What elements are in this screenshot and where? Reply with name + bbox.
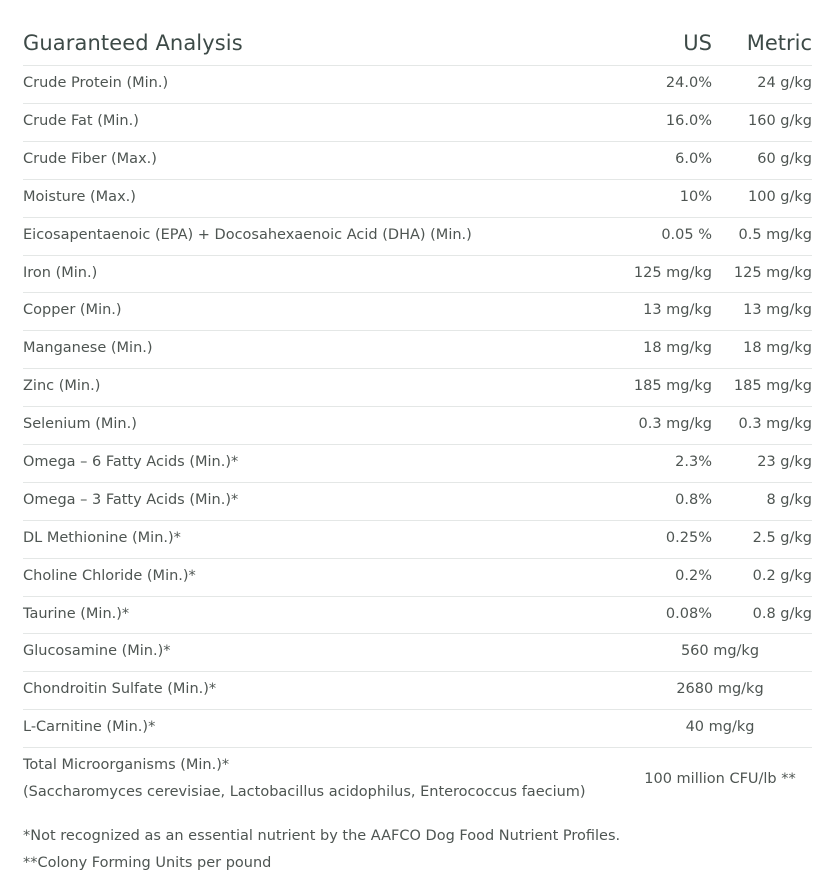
combined-value: 560 mg/kg <box>680 643 760 659</box>
table-title: Guaranteed Analysis <box>23 31 243 55</box>
nutrient-label: L-Carnitine (Min.)* <box>23 719 156 735</box>
nutrient-label: Omega – 6 Fatty Acids (Min.)* <box>23 454 239 470</box>
nutrient-label: Iron (Min.) <box>23 265 98 281</box>
combined-value: 100 million CFU/lb ** <box>644 771 796 787</box>
combined-value: 40 mg/kg <box>685 719 755 735</box>
nutrient-label: Chondroitin Sulfate (Min.)* <box>23 681 217 697</box>
table-row <box>0 255 828 293</box>
metric-value: 13 mg/kg <box>743 302 812 318</box>
table-row <box>0 558 828 596</box>
table-row <box>0 65 828 103</box>
us-value: 10% <box>679 189 712 205</box>
nutrient-label: Total Microorganisms (Min.)* <box>23 757 230 773</box>
metric-value: 8 g/kg <box>766 492 812 508</box>
nutrient-label: Eicosapentaenoic (EPA) + Docosahexaenoic Acid (DHA) (Min.) <box>23 227 472 243</box>
nutrient-label: Crude Fat (Min.) <box>23 113 139 129</box>
column-header-us: US <box>683 31 712 55</box>
nutrient-sublabel: (Saccharomyces cerevisiae, Lactobacillus acidophilus, Enterococcus faecium) <box>23 784 586 800</box>
table-row <box>0 217 828 255</box>
table-row <box>0 596 828 634</box>
table-row <box>0 709 828 747</box>
us-value: 24.0% <box>665 75 712 91</box>
table-row <box>0 633 828 671</box>
table-row <box>0 103 828 141</box>
table-row <box>0 444 828 482</box>
us-value: 0.2% <box>675 568 712 584</box>
metric-value: 0.5 mg/kg <box>738 227 812 243</box>
table-row <box>0 406 828 444</box>
table-row <box>0 330 828 368</box>
metric-value: 185 mg/kg <box>733 378 812 394</box>
nutrient-label: Moisture (Max.) <box>23 189 136 205</box>
table-row <box>0 141 828 179</box>
footnote: *Not recognized as an essential nutrient by the AAFCO Dog Food Nutrient Profiles. <box>23 828 621 844</box>
us-value: 18 mg/kg <box>643 340 712 356</box>
column-header-metric: Metric <box>746 31 812 55</box>
metric-value: 18 mg/kg <box>743 340 812 356</box>
us-value: 125 mg/kg <box>633 265 712 281</box>
metric-value: 23 g/kg <box>757 454 812 470</box>
footnote: **Colony Forming Units per pound <box>23 855 272 871</box>
nutrient-label: Selenium (Min.) <box>23 416 137 432</box>
us-value: 0.3 mg/kg <box>638 416 712 432</box>
metric-value: 24 g/kg <box>757 75 812 91</box>
metric-value: 125 mg/kg <box>733 265 812 281</box>
metric-value: 0.8 g/kg <box>752 606 812 622</box>
table-header <box>0 0 828 66</box>
table-row <box>0 482 828 520</box>
metric-value: 60 g/kg <box>757 151 812 167</box>
us-value: 0.25% <box>665 530 712 546</box>
table-row <box>0 520 828 558</box>
nutrient-label: Omega – 3 Fatty Acids (Min.)* <box>23 492 239 508</box>
us-value: 13 mg/kg <box>643 302 712 318</box>
nutrient-label: Glucosamine (Min.)* <box>23 643 171 659</box>
metric-value: 0.3 mg/kg <box>738 416 812 432</box>
nutrient-label: Crude Fiber (Max.) <box>23 151 157 167</box>
table-row <box>0 747 828 813</box>
metric-value: 0.2 g/kg <box>752 568 812 584</box>
us-value: 6.0% <box>675 151 712 167</box>
nutrient-label: Crude Protein (Min.) <box>23 75 169 91</box>
combined-value: 2680 mg/kg <box>676 681 764 697</box>
us-value: 2.3% <box>675 454 712 470</box>
table-row <box>0 368 828 406</box>
nutrient-label: Taurine (Min.)* <box>23 606 130 622</box>
nutrient-label: Copper (Min.) <box>23 302 122 318</box>
nutrient-label: Manganese (Min.) <box>23 340 153 356</box>
nutrient-label: DL Methionine (Min.)* <box>23 530 181 546</box>
table-row <box>0 292 828 330</box>
metric-value: 100 g/kg <box>748 189 812 205</box>
us-value: 0.05 % <box>661 227 712 243</box>
metric-value: 2.5 g/kg <box>752 530 812 546</box>
us-value: 0.8% <box>675 492 712 508</box>
table-row <box>0 179 828 217</box>
us-value: 16.0% <box>665 113 712 129</box>
metric-value: 160 g/kg <box>748 113 812 129</box>
us-value: 0.08% <box>665 606 712 622</box>
nutrient-label: Zinc (Min.) <box>23 378 101 394</box>
nutrient-label: Choline Chloride (Min.)* <box>23 568 196 584</box>
table-row <box>0 671 828 709</box>
us-value: 185 mg/kg <box>633 378 712 394</box>
